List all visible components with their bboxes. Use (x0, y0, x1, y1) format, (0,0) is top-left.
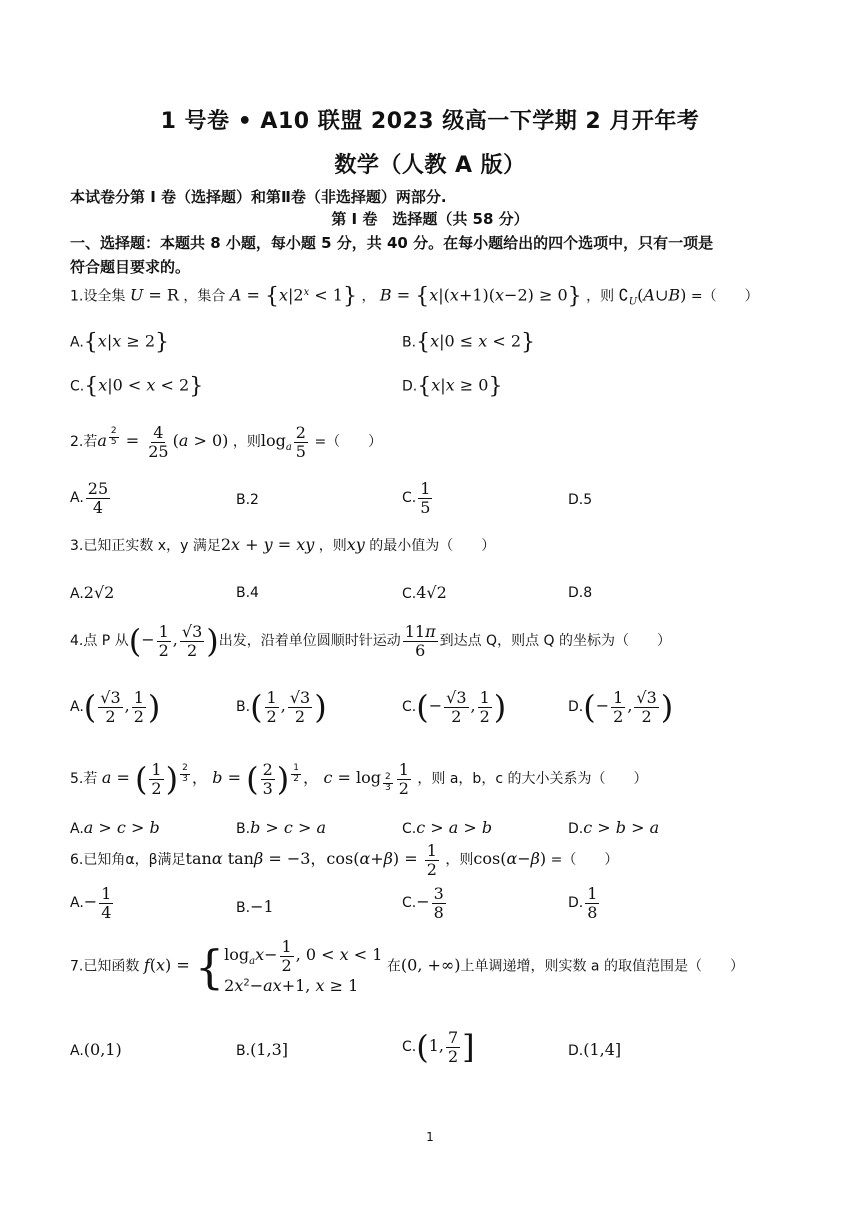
q3-option-b[interactable]: B.4 (236, 585, 259, 601)
question-1: 1.设全集 U = R ，集合 $A = \{x|2^x < 1\}$ ， B = {x|(x+1)(x−2) ≥ 0} ，则 $∁_U(A\cup B)$ =（ ） (70, 284, 759, 309)
q1-option-c[interactable]: C.{x|0 < x < 2} (70, 374, 204, 399)
q1-option-d[interactable]: D.{x|x ≥ 0} (402, 374, 503, 399)
q3-option-d[interactable]: D.8 (568, 585, 593, 601)
question-7: 7.已知函数 f(x) = { $\log_ax-$ $\frac{1}{2}$ , 0 < x < 1 $2x^2-ax+1$, x ≥ 1 在(0, +∞)上单调递增，则实数 a 的取值范围是（ ） (70, 937, 744, 996)
q2-option-d[interactable]: D.5 (568, 492, 593, 508)
page-number: 1 (426, 1130, 434, 1144)
question-2: 2.若a $^{\frac{2}{5}}$ = $\frac{4}{25}$ (a > 0) ，则$\log_a$ $\frac{2}{5}$ =（ ） (70, 423, 383, 461)
subject-title: 数学（人教 A 版） (334, 153, 526, 178)
question-6: 6.已知角α，β满足tanα tanβ = −3，cos(α+β) = $\frac{1}{2}$ ，则cos(α−β) =（ ） (70, 841, 619, 879)
question-5: 5.若 a = ( $\frac{1}{2}$ ) $^{\frac{2}{3}}$ ， b = ( $\frac{2}{3}$ ) $^{\frac{1}{2}}$ ， c = log $_{\frac{2}{3}}$ $\frac{1}{2}$ ，则 a，b，c 的大小关系为（ ） (70, 759, 648, 798)
q2-option-c[interactable]: C. $\frac{1}{5}$ (402, 479, 431, 517)
q1-option-b[interactable]: B.{x|0 ≤ x < 2} (402, 330, 536, 355)
q7-option-b[interactable]: B.(1,3] (236, 1040, 288, 1059)
q7-option-d[interactable]: D.(1,4] (568, 1040, 622, 1059)
q1-option-a[interactable]: A.{x|x ≥ 2} (70, 330, 169, 355)
q5-option-b[interactable]: B.b > c > a (236, 818, 326, 837)
q3-option-a[interactable]: A.2√2 (70, 583, 115, 602)
q7-option-c[interactable]: C.(1, $\frac{7}{2}$ ] (402, 1027, 475, 1066)
q6-option-d[interactable]: D. $\frac{1}{8}$ (568, 884, 598, 922)
q4-option-a[interactable]: A.( $\frac{√3}{2}$ , $\frac{1}{2}$ ) (70, 687, 161, 726)
q7-option-a[interactable]: A.(0,1) (70, 1040, 122, 1059)
section1-instruction: 一、选择题：本题共 8 小题，每小题 5 分，共 40 分。在每小题给出的四个选项中，只有一项是 (70, 234, 714, 252)
q5-option-a[interactable]: A.a > c > b (70, 818, 160, 837)
part1-heading: 第 I 卷 选择题（共 58 分） (331, 210, 529, 228)
q3-option-c[interactable]: C.4√2 (402, 583, 447, 602)
q4-option-d[interactable]: D.(− $\frac{1}{2}$ , $\frac{√3}{2}$ ) (568, 687, 674, 726)
exam-title: 1 号卷 • A10 联盟 2023 级高一下学期 2 月开年考 (160, 109, 700, 134)
q5-option-c[interactable]: C.c > a > b (402, 818, 493, 837)
q4-option-c[interactable]: C.(− $\frac{√3}{2}$ , $\frac{1}{2}$ ) (402, 687, 507, 726)
q2-option-b[interactable]: B.2 (236, 492, 259, 508)
q5-option-d[interactable]: D.c > b > a (568, 818, 660, 837)
question-3: 3.已知正实数 x，y 满足2x + y = xy ，则xy 的最小值为（ ） (70, 535, 496, 554)
q6-option-a[interactable]: A.− $\frac{1}{4}$ (70, 884, 112, 922)
q6-option-c[interactable]: C.− $\frac{3}{8}$ (402, 884, 444, 922)
section1-instruction-cont: 符合题目要求的。 (70, 258, 191, 276)
q2-option-a[interactable]: A. $\frac{25}{4}$ (70, 479, 109, 517)
q6-option-b[interactable]: B.−1 (236, 897, 274, 916)
question-4: 4.点 P 从(− $\frac{1}{2}$ , $\frac{√3}{2}$ )出发，沿着单位圆顺时针运动 $\frac{11\pi}{6}$ 到达点 Q，则点 Q 的坐标为（ ） (70, 621, 671, 660)
intro-text: 本试卷分第 I 卷（选择题）和第Ⅱ卷（非选择题）两部分. (70, 188, 447, 206)
q4-option-b[interactable]: B.( $\frac{1}{2}$ , $\frac{√3}{2}$ ) (236, 687, 327, 726)
